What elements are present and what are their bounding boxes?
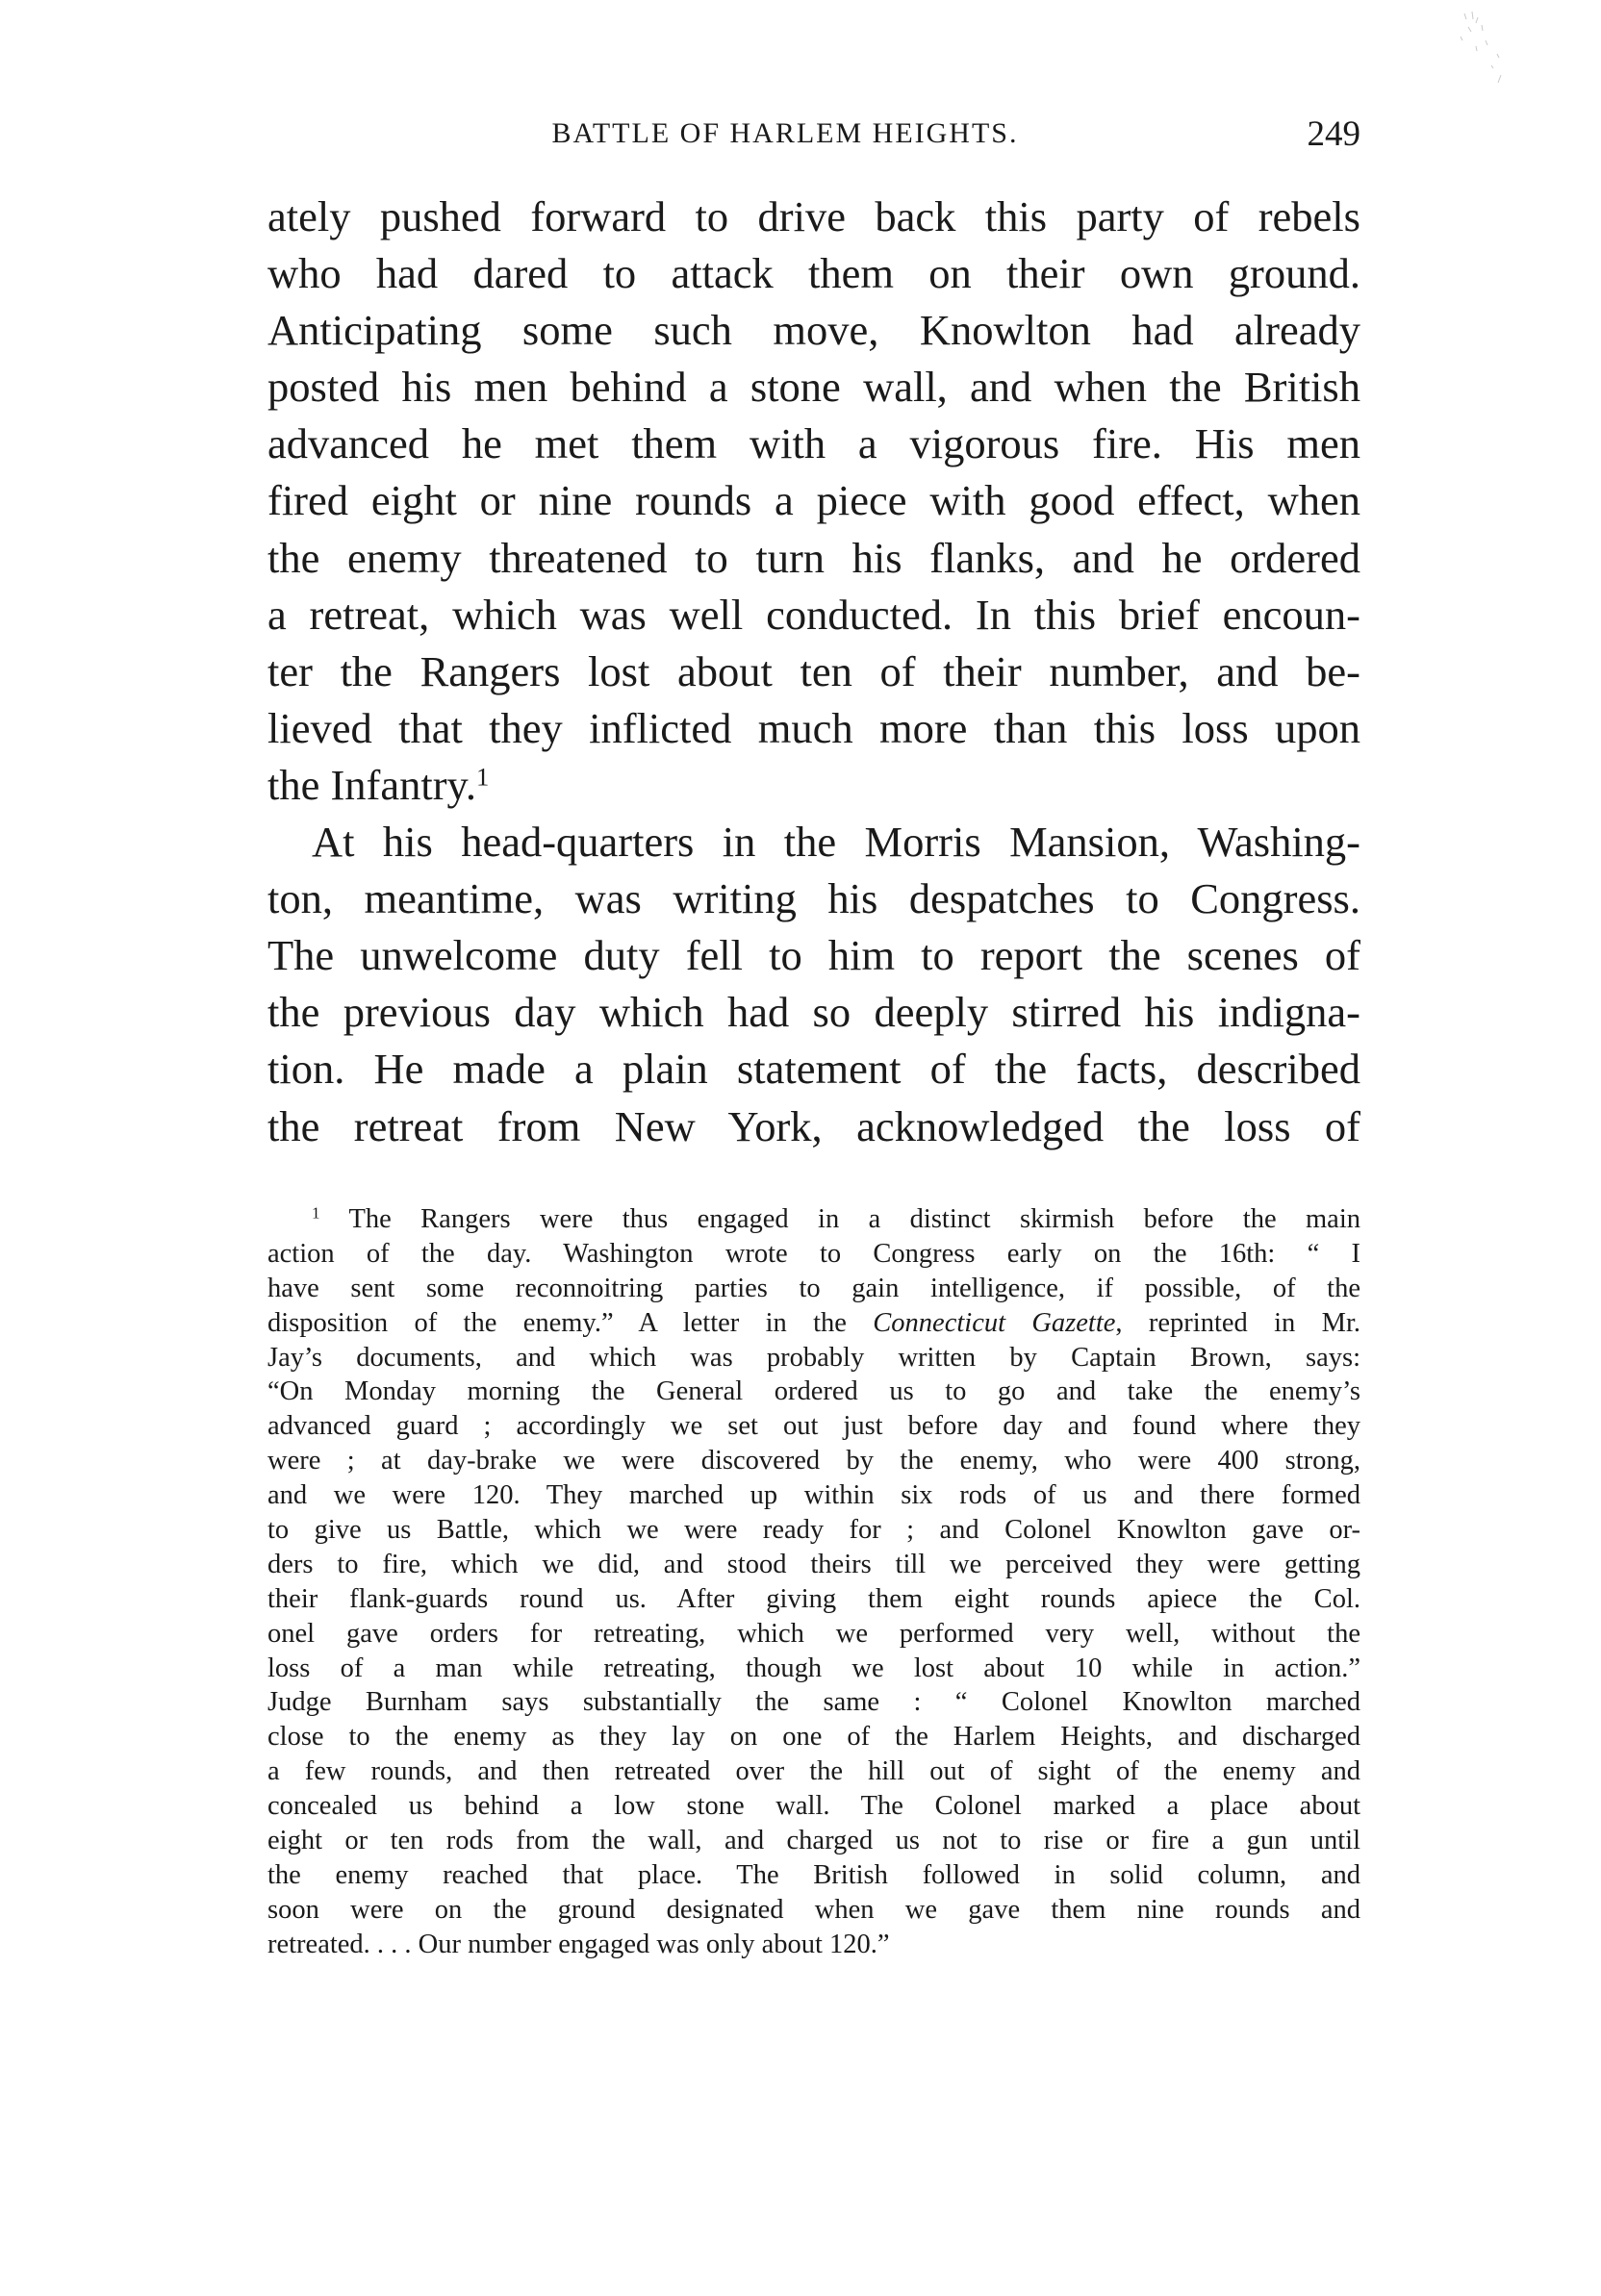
footnote-line: Jay’s documents, and which was probably written by Captain Brown, says: [267,1342,1360,1373]
footnote-line: and we were 120. They marched up within six rods of us and there formed [267,1480,1360,1511]
scan-artifact [1443,8,1520,104]
footnote-line: their flank-guards round us. After giving them eight rounds apiece the Col. [267,1583,1360,1614]
footnote-line: Judge Burnham says substantially the same : “ Colonel Knowlton marched [267,1687,1360,1718]
footnote-line: concealed us behind a low stone wall. The Colonel marked a place about [267,1791,1360,1822]
body-line: posted his men behind a stone wall, and when the British [267,363,1360,412]
footnote-line: were ; at day-brake we were discovered by the enemy, who were 400 strong, [267,1446,1360,1476]
footnote-line: advanced guard ; accordingly we set out just before day and found where they [267,1411,1360,1442]
footnote-line: action of the day. Washington wrote to Congress early on the 16th: “ I [267,1238,1360,1269]
body-line: The unwelcome duty fell to him to report the scenes of [267,931,1360,980]
footnote-line: a few rounds, and then retreated over the hill out of sight of the enemy and [267,1756,1360,1787]
footnote-line: ders to fire, which we did, and stood theirs till we perceived they were getting [267,1549,1360,1579]
footnote-line [267,1306,1360,1341]
footnote-line: have sent some reconnoitring parties to gain intelligence, if possible, of the [267,1273,1360,1303]
body-line: advanced he met them with a vigorous fire. His men [267,419,1360,468]
body-line: ately pushed forward to drive back this party of rebels [267,192,1360,240]
footnote-line: soon were on the ground designated when we gave them nine rounds and [267,1894,1360,1925]
footnote-line-text: disposition of the enemy.” A letter in the [267,1307,874,1338]
body-line [267,757,1360,814]
footnote-line: retreated. . . . Our number engaged was only about 120.” [267,1929,890,1959]
footnote-line [267,1202,1360,1237]
body-line: Anticipating some such move, Knowlton had already [267,306,1360,355]
body-line: At his head-quarters in the Morris Mansion, Washing- [312,818,1360,867]
footnote-line: onel gave orders for retreating, which we performed very well, without the [267,1618,1360,1649]
body-line: fired eight or nine rounds a piece with good effect, when [267,476,1360,525]
footnote-line: loss of a man while retreating, though we lost about 10 while in action.” [267,1653,1360,1683]
footnote-reference: 1 [476,762,490,792]
footnote-line: close to the enemy as they lay on one of the Harlem Heights, and discharged [267,1722,1360,1753]
body-line: lieved that they inflicted much more than this loss upon [267,703,1360,752]
body-line: the previous day which had so deeply stirred his indigna- [267,988,1360,1037]
body-line: the retreat from New York, acknowledged the loss of [267,1101,1360,1150]
footnote-line: the enemy reached that place. The British followed in solid column, and [267,1859,1360,1890]
body-line: ter the Rangers lost about ten of their number, and be- [267,646,1360,695]
footnote-line: eight or ten rods from the wall, and charged us not to rise or fire a gun until [267,1826,1360,1856]
footnote-line-text: , reprinted in Mr. [1115,1307,1361,1338]
body-line: who had dared to attack them on their own ground. [267,249,1360,298]
footnote-line: to give us Battle, which we were ready for ; and Colonel Knowlton gave or- [267,1515,1360,1546]
body-line: tion. He made a plain statement of the facts, described [267,1045,1360,1094]
running-title: BATTLE OF HARLEM HEIGHTS. [551,117,1019,149]
body-line: ton, meantime, was writing his despatches to Congress. [267,874,1360,923]
body-text [267,189,1360,1155]
footnote-line: “On Monday morning the General ordered us to go and take the enemy’s [267,1376,1360,1407]
body-line: a retreat, which was well conducted. In this brief encoun- [267,590,1360,639]
page-number: 249 [1307,114,1360,154]
footnote-line-text: The Rangers were thus engaged in a distinct skirmish before the main [348,1204,1360,1234]
body-line-text: the Infantry. [267,760,477,809]
running-head [267,114,1360,162]
footnote-marker: 1 [312,1203,320,1223]
footnote [267,1202,1360,1962]
newspaper-title: Connecticut Gazette [873,1307,1116,1338]
body-line: the enemy threatened to turn his flanks, and he ordered [267,533,1360,582]
